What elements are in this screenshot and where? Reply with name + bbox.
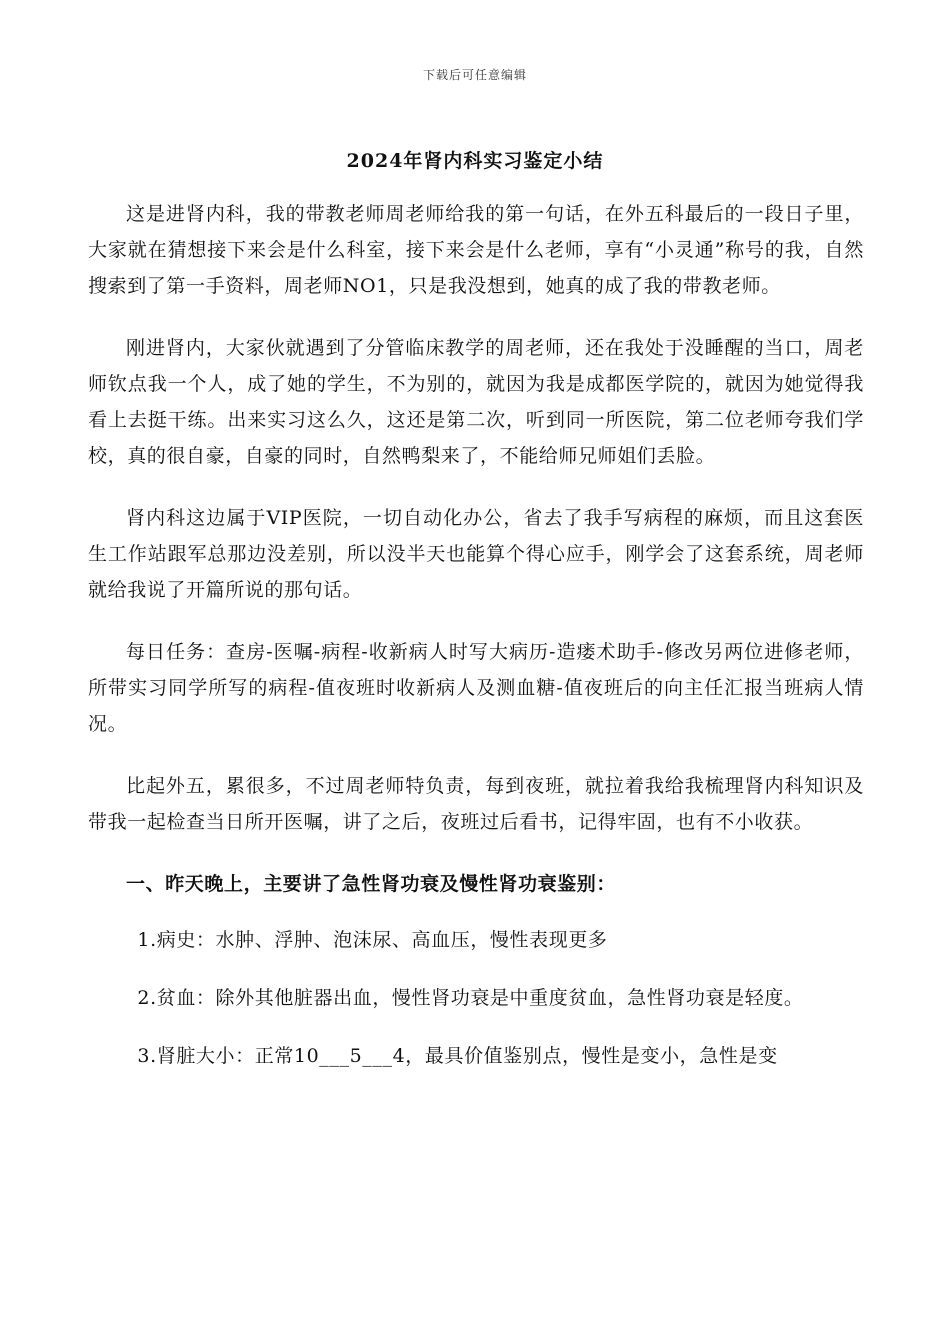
list-item-history: 1.病史：水肿、浮肿、泡沫尿、高血压，慢性表现更多	[137, 929, 608, 951]
paragraph-arrival: 刚进肾内，大家伙就遇到了分管临床教学的周老师，还在我处于没睡醒的当口，周老师钦点我一个人，成了她的学生，不为别的，就因为我是成都医学院的，就因为她觉得我看上去挺干练。出来实习这么久，这还是第二次，听到同一所医院，第二位老师夸我们学校，真的很自豪，自豪的同时，自然鸭梨来了，不能给师兄师姐们丢脸。	[88, 337, 864, 467]
paragraph-daily-tasks: 每日任务：查房-医嘱-病程-收新病人时写大病历-造瘘术助手-修改另两位进修老师，所带实习同学所写的病程-值夜班时收新病人及测血糖-值夜班后的向主任汇报当班病人情况。	[88, 641, 864, 735]
paragraph-intro: 这是进肾内科，我的带教老师周老师给我的第一句话，在外五科最后的一段日子里，大家就在猜想接下来会是什么科室，接下来会是什么老师，享有“小灵通”称号的我，自然搜索到了第一手资料，周老师NO1，只是我没想到，她真的成了我的带教老师。	[88, 203, 864, 297]
list-item-anemia: 2.贫血：除外其他脏器出血，慢性肾功衰是中重度贫血，急性肾功衰是轻度。	[137, 987, 804, 1009]
document-body	[88, 196, 864, 1096]
section-heading: 一、昨天晚上，主要讲了急性肾功衰及慢性肾功衰鉴别：	[126, 873, 617, 895]
document-title: 2024年肾内科实习鉴定小结	[346, 150, 604, 172]
list-item-kidney-size: 3.肾脏大小：正常10___5___4，最具价值鉴别点，慢性是变小，急性是变	[137, 1045, 778, 1067]
paragraph-comparison: 比起外五，累很多，不过周老师特负责，每到夜班，就拉着我给我梳理肾内科知识及带我一起检查当日所开医嘱，讲了之后，夜班过后看书，记得牢固，也有不小收获。	[88, 775, 864, 833]
header-note: 下载后可任意编辑	[422, 68, 527, 82]
paragraph-vip-hospital: 肾内科这边属于VIP医院，一切自动化办公，省去了我手写病程的麻烦，而且这套医生工作站跟军总那边没差别，所以没半天也能算个得心应手，刚学会了这套系统，周老师就给我说了开篇所说的那句话。	[88, 507, 864, 601]
